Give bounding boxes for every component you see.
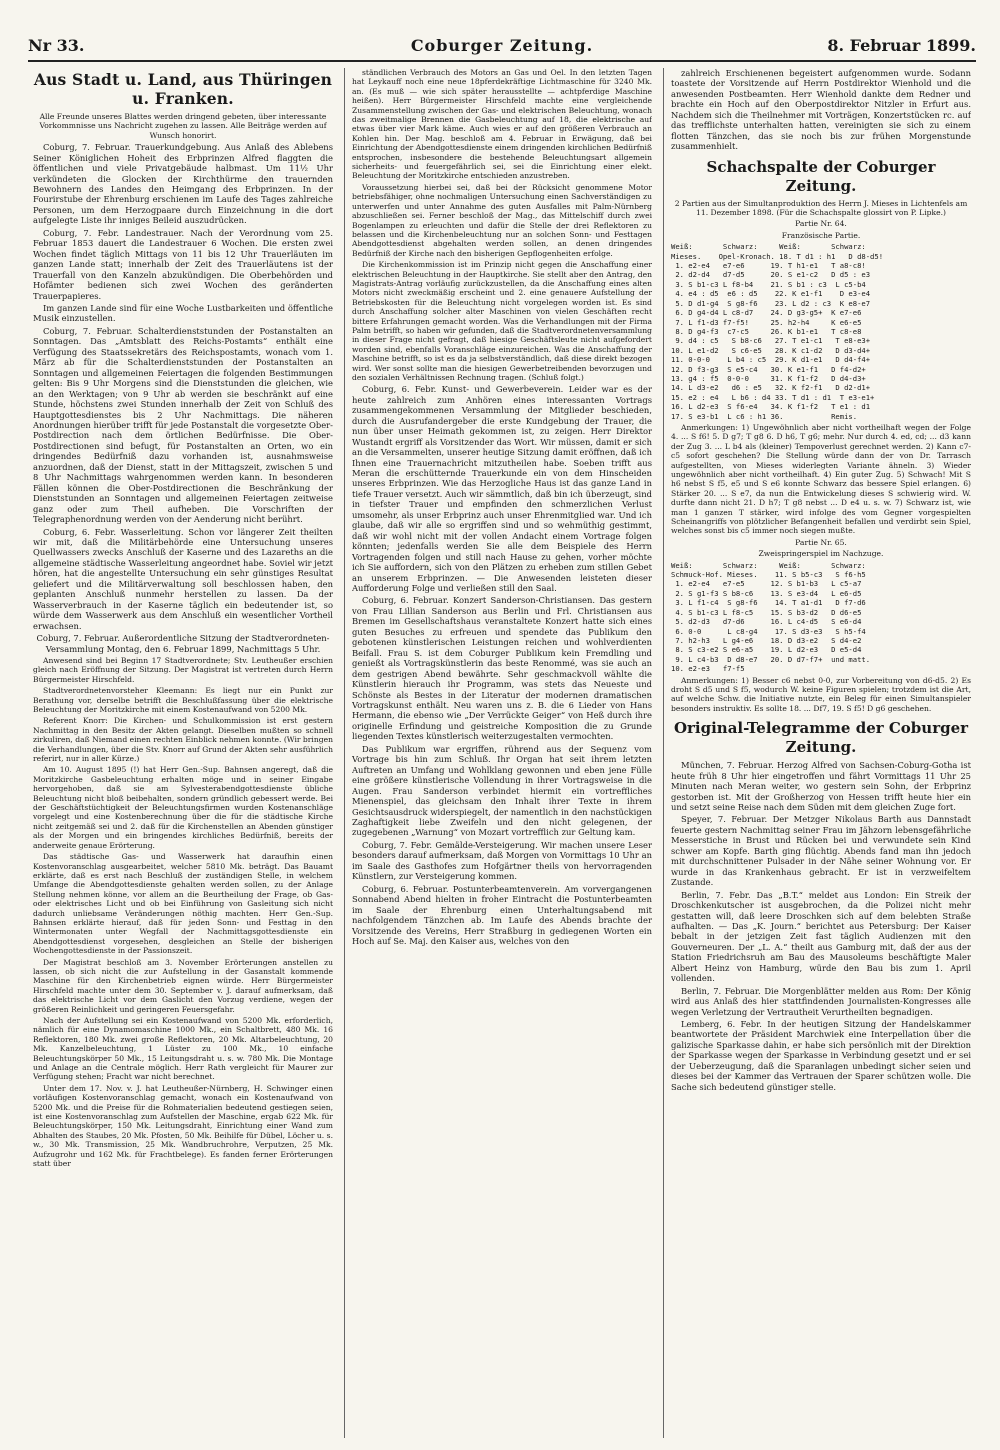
chess-annotations: Anmerkungen: 1) Ungewöhnlich aber nicht vortheilhaft wegen der Folge 4. ... S f6! 5. D g7; T g8 6. D h6, T g6; mehr. Nur durch 4. ed, cd; ... d3 kann der Zug 3. ... L b4 als (kleiner) Tempoverlust gerechnet werden. 2) Kann c7-c5 sofort geschehen? Die Stellung würde dann der von Dr. Tarrasch aufgestellten, von Mieses widerlegten Variante ähneln. 3) Wieder ungewöhnlich aber nicht vortheilhaft. 4) Ein guter Zug. 5) Schwach! Mit S h6 nebst S f5, e5 und S e6 konnte Schwarz das bessere Spiel erlangen. 6) Stärker 20. ... S e7, da nun die Entwickelung dieses S schwierig wird. W. durfte dann nicht 21. D h7; T g8 nebst ... D e4 u. s. w. 7) Schwarz ist, wie man 1 ganzen T stärker, wird infolge des vom Gegner vorgespielten Scheinangriffs von plötzlicher Befangenheit befallen und verdirbt sein Spiel, welches sonst bis c5 immer noch siegen mußte.	[671, 422, 971, 536]
issue-date: 8. Februar 1899.	[827, 36, 976, 55]
article-paragraph: Das Publikum war ergriffen, rührend aus der Sequenz vom Vortrage bis hin zum Schluß. Ihr Organ hat seit ihrem letzten Auftreten an Umfang und Wohlklang gewonnen und eben jene Fülle eine größere künstlerische Vollendung in ihrer Vortragsweise in die Augen. Frau Sanderson verbindet hiermit ein vortreffliches Mienenspiel, das gleichsam den Inhalt ihrer Texte in ihrem Gesichtsausdruck widerspiegelt, der namentlich in den nachstückigen Zaghaftigkeit liebe Zweifeln und den nicht gelegenen, der zugegebenen „Warnung“ von Mozart vortrefflich zur Geltung kam.	[352, 743, 652, 838]
masthead-rule	[28, 60, 976, 62]
chess-column-heading: Schachspalte der Coburger Zeitung.	[706, 157, 936, 195]
chess-moves-table: Weiß: Schwarz: Weiß: Schwarz: Schmuck-Hof. Mieses. 11. S b5-c3 S f6-h5 1. e2-e4 e7-e5 12. S b1-b3 L c5-a7 2. S g1-f3 S b8-c6 13. S e3-d4 L e6-d5 3. L f1-c4 S g8-f6 14. T a1-d1 D f7-d6 4. S b1-c3 L f8-c5 15. S b3-d2 D d6-e5 5. d2-d3 d7-d6 16. L c4-d5 S e6-d4 6. 0-0 L c8-g4 17. S d3-e3 S h5-f4 7. h2-h3 L g4-e6 18. D d3-e2 S d4-e2 8. S c3-e2 S e6-a5 19. L d2-e3 D e5-d4 9. L c4-b3 D d8-e7 20. D d7-f7+ und matt. 10. e2-e3 f7-f5	[671, 560, 871, 674]
article-paragraph: Coburg, 6. Februar. Postunterbeamtenverein. Am vorvergangenen Sonnabend Abend hielten in froher Eintracht die Postunterbeamten im Saale der Ehrenburg einen Unterhaltungsabend mit nachfolgendem Tänzchen ab. Im Laufe des Abends brachte der Vorsitzende des Vereins, Herr Straßburg in gediegenen Worten ein Hoch auf Se. Maj. den Kaiser aus, welches von den	[352, 883, 652, 946]
article-paragraph: Referent Knorr: Die Kirchen- und Schulkommission ist erst gestern Nachmittag in den Besitz der Akten gelangt. Dieselben mußten so schnell zirkuliren, daß Niemand einen rechten Einblick nehmen konnte. (Wir bringen die Verhandlungen, über die Stv. Knorr auf Grund der Akten sehr ausführlich referirt, nur in aller Kürze.)	[33, 716, 333, 764]
column-2	[352, 68, 652, 1438]
chess-moves-table: Weiß: Schwarz: Weiß: Schwarz: Mieses. Opel-Kronach. 18. T d1 : h1 D d8-d5! 1. e2-e4 e7-e6 19. T h1-e1 T a8-c8! 2. d2-d4 d7-d5 20. S e1-c2 D d5 : e3 3. S b1-c3 L f8-b4 21. S b1 : c3 L c5-b4 4. e4 : d5 e6 : d5 22. K e1-f1 D e3-e4 5. D d1-g4 S g8-f6 23. L d2 : c3 K e8-e7 6. D g4-d4 L c8-d7 24. D g3-g5+ K e7-e6 7. L f1-d3 f7-f5! 25. h2-h4 K e6-e5 8. D g4-f3 c7-c5 26. K b1-e1 T c8-e8 9. d4 : c5 S b8-c6 27. T e1-c1 T e8-e3+ 10. L e1-d2 S c6-e5 28. K c1-d2 D d3-d4+ 11. 0-0-0 L b4 : c5 29. K d1-e1 D d4-f4+ 12. D f3-g3 S e5-c4 30. K e1-f1 D f4-d2+ 13. g4 : f5 0-0-0 31. K f1-f2 D d4-d3+ 14. L d3-e2 d6 : e5 32. K f2-f1 D d2-d1+ 15. e2 : e4 L b6 : d4 33. T d1 : d1 T e3-e1+ 16. L d2-e3 S f6-e4 34. K f1-f2 T e1 : d1 17. S e3-b1 L c6 : h1 36. Remis.	[671, 242, 884, 421]
article-paragraph: zahlreich Erschienenen begeistert aufgenommen wurde. Sodann toastete der Vorsitzende auf Herrn Postdirektor Wienhold und die anwesenden Postbeamten. Herr Wienhold dankte dem Redner und brachte ein Hoch auf den Oberpostdirektor Nitzler in Erfurt aus. Nachdem sich die Theilnehmer mit Vorträgen, Konzertstücken rc. auf das trefflichste unterhalten hatten, vereinigten sie sich zu einem flotten Tänzchen, das sie noch bis zur frühen Morgenstunde zusammenhielt.	[671, 68, 971, 152]
article-paragraph: Das städtische Gas- und Wasserwerk hat daraufhin einen Kostenvoranschlag ausgearbeitet, welcher 5810 Mk. beträgt. Das Bauamt erklärte, daß es erst nach Beschluß der zuständigen Stelle, in welchem Umfange die Abendgottesdienste gehalten werden sollen, zu der Anlage Stellung nehmen könne, vor allem an die Beurtheilung der Frage, ob Gas- oder elektrisches Licht und ob bei Einführung von Gasleitung sich nicht dadurch unliebsame Veränderungen nöthig machten. Herr Gen.-Sup. Bahnsen erklärte hierauf, daß für jeden Sonn- und Festtag in den Wintermonaten unter Wegfall der Nachmittagsgottesdienste ein Abendgottesdienst vorgesehen, desgleichen an Stelle der bisherigen Wochengottesdienste in der Passionszeit.	[33, 852, 333, 956]
telegram-heading: Original-Telegramme der Coburger Zeitung.	[673, 719, 969, 757]
issue-number: Nr 33.	[28, 36, 85, 55]
column-3	[671, 68, 971, 1438]
article-paragraph: Coburg, 6. Februar. Konzert Sanderson-Christiansen. Das gestern von Frau Lillian Sanderson aus Berlin und Frl. Christiansen aus Bremen im Gesellschaftshaus veranstaltete Konzert hatte sich eines guten Besuches zu erfreuen und spendete das Publikum den gebotenen künstlerischen Leistungen reichen und wohlverdienten Beifall. Frau S. ist dem Coburger Publikum kein Fremdling und genießt als Vortragskünstlerin das beste Renommé, was sie auch an dem gestrigen Abend bewährte. Sehr geschmackvoll wählte die Künstlerin hierauch ihr Programm, was stets das Neueste und Schönste als Bestes in der Literatur der modernen dramatischen Vortragskunst enthält. Neu waren uns z. B. die 6 Lieder von Hans Hermann, die ebenso wie „Der Verrückte Geiger“ von Heß durch ihre originelle Erfindung und geistreiche Komposition die zu Grunde liegenden Textes künstlerisch weiterzugestalten vermochten.	[352, 595, 652, 742]
article-paragraph: ständlichen Verbrauch des Motors an Gas und Oel. In den letzten Tagen hat Leykauff noch eine neue 18pferdekräftige Lichtmaschine für 3240 Mk. an. (Es muß — wie sich später herausstellte — achtpferdige Maschine heißen). Herr Bürgermeister Hirschfeld machte eine vergleichende Zusammenstellung zwischen der Gas- und elektrischen Beleuchtung, wonach das zweitmalige Brennen die Gasbeleuchtung auf 18, die elektrische auf etwas über vier Mark käme. Auch wies er auf den größeren Verbrauch an Kohlen hin. Der Mag. beschloß am 4. Februar in Erwägung, daß bei Einrichtung der Abendgottesdienste einem dringenden kirchlichen Bedürfniß entsprochen, insbesondere die bestehende Beleuchtungsart allgemein sicherheits- und feuergefährlich sei, sei die Einrichtung einer elekt. Beleuchtung der Moritzkirche entschieden anzustreben.	[352, 68, 652, 181]
article-paragraph: Coburg, 6. Febr. Kunst- und Gewerbeverein. Leider war es der heute zahlreich zum Anhören eines interessanten Vortrags zusammengekommenen Versammlung der Mitglieder beschieden, durch die Ausrufandergeber die erste Kundgebung der Trauer, die nun über unser Heimath gekommen ist, zu zeigen. Herr Direktor Wustandt ergriff als Vorsitzender das Wort. Wir müssen, damit er sich an die Versammelten, unserer heutige Sitzung damit eröffnen, daß ich Ihnen eine Trauernachricht mitzutheilen habe. Soeben trifft aus Meran die erschütternde Trauerkunde ein von dem Hinscheiden unseres Erbprinzen. Wie das Herzogliche Haus ist das ganze Land in tiefe Trauer versetzt. Auch wir sämmtlich, daß bin ich überzeugt, sind in tiefster Trauer und empfinden den schmerzlichen Verlust umsomehr, als unser Erbprinz auch unser Ehrenmitglied war. Und ich glaube, daß wir alle so ergriffen sind und so wehmüthig gestimmt, daß wir wohl nicht mit der vollen Andacht einem Vortrage folgen könnten; jedenfalls werden Sie alle dem Beispiele des Herrn Vortragenden folgen und still nach Hause zu gehen, vorher möchte ich Sie auffordern, sich von den Plätzen zu erheben zum stillen Gebet an unserem Erbprinzen. — Die Anwesenden leisteten dieser Aufforderung Folge und verließen still den Saal.	[352, 384, 652, 594]
article-paragraph: Coburg, 7. Februar. Schalterdienststunden der Postanstalten an Sonntagen. Das „Amtsblatt des Reichs-Postamts“ enthält eine Verfügung des Staatssekretärs des Reichspostamts, wonach vom 1. März ab für die Schalterdienststunden der Postanstalten an Sonntagen und allgemeinen Feiertagen die folgenden Bestimmungen gelten: Bis 9 Uhr Morgens sind die Dienststunden die gleichen, wie an den Werktagen; von 9 Uhr ab werden sie beschränkt auf eine Stunde, höchstens zwei Stunden innerhalb der Zeit von Schluß des Hauptgottesdienstes bis 2 Uhr Nachmittags. Die näheren Anordnungen hierüber trifft für jede Postanstalt die vorgesetzte Ober-Postdirection nach dem örtlichen Bedürfnisse. Die Ober-Postdirectionen sind befugt, für Postanstalten an Orten, wo ein dringendes Bedürfniß dazu vorhanden ist, ausnahmsweise anzuordnen, daß der Dienst, statt in der Mittagszeit, zwischen 5 und 8 Uhr Nachmittags wahrgenommen werden kann. In besonderen Fällen können die Ober-Postdirectionen die Beschränkung der Dienststunden an Sonntagen und allgemeinen Feiertagen zeitweise ganz oder zum Theil aufheben. Die Vorschriften der Telegraphenordnung werden von der Aenderung nicht berührt.	[33, 325, 333, 525]
article-paragraph: Stadtverordnetenvorsteher Kleemann: Es liegt nur ein Punkt zur Berathung vor, derselbe betrifft die Beschlußfassung über die elektrische Beleuchtung der Moritzkirche mit einem Kostenaufwand von 5200 Mk.	[33, 686, 333, 714]
editorial-note: Alle Freunde unseres Blattes werden dringend gebeten, über interessante Vorkommnisse uns Nachricht zugehen zu lassen. Alle Beiträge werden auf Wunsch honorirt.	[39, 112, 327, 140]
game-title: Partie Nr. 64.	[795, 219, 847, 229]
telegram-item: Berlin, 7. Febr. Das „B.T.“ meldet aus London: Ein Streik der Droschkenkutscher ist ausgebrochen, da die Polizei nicht mehr gestatten will, daß leere Droschken sich auf dem belebten Straße aufhalten. — Das „K. Journ.“ berichtet aus Petersburg: Der Kaiser bebalt in der jetzigen Zeit fast täglich Audienzen mit den Gouverneuren. Der „L. A.“ theilt aus Gamburg mit, daß der aus der Station Friedrichsruh am Bau des Mausoleums beschäftigte Maler Albert Heinz von Hamburg, würde den Bau bis zum 1. April vollenden.	[671, 889, 971, 984]
game-opening: Französische Partie.	[781, 230, 861, 240]
article-paragraph: Anwesend sind bei Beginn 17 Stadtverordnete; Stv. Leutheußer erschien gleich nach Eröffnung der Sitzung. Der Magistrat ist vertreten durch Herrn Bürgermeister Hirschfeld.	[33, 655, 333, 684]
chess-intro: 2 Partien aus der Simultanproduktion des Herrn J. Mieses in Lichtenfels am 11. Dezember 1898. (Für die Schachspalte glossirt von P. Lipke.)	[674, 198, 968, 218]
game-title: Partie Nr. 65.	[795, 537, 847, 547]
article-paragraph: Am 10. August 1895 (!) hat Herr Gen.-Sup. Bahnsen angeregt, daß die Moritzkirche Gasbeleuchtung erhalten möge und in seiner Eingabe hervorgehoben, daß sie am Sylvesterabendgottesdienste übliche Beleuchtung nicht bloß beibehalten, sondern gründlich gebessert werde. Bei der Geschäftstüchtigkeit der Beleuchtungsfirmen wurden Kostenanschläge vorgelegt und eine Kostenberechnung über die für die städtische Kirche nicht zeitgemäß sei und 2. daß für die Kirchenstellen an Abenden günstiger als der Morgen und ein bringendes kirchliches Bedürfniß, bereits der anderweite genaue Erörterung.	[33, 765, 333, 850]
article-paragraph: Coburg, 7. Februar. Außerordentliche Sitzung der Stadtverordneten-Versammlung Montag, den 6. Februar 1899, Nachmittags 5 Uhr.	[36, 633, 330, 654]
article-paragraph: Der Magistrat beschloß am 3. November Erörterungen anstellen zu lassen, ob sich nicht die zur Aufstellung in der Gasanstalt kommende Maschine für den Kirchenbetrieb eignen würde. Herr Bürgermeister Hirschfeld machte unter dem 30. September v. J. darauf aufmerksam, daß das elektrische Licht vor dem Gaslicht den Vorzug verdiene, wegen der größeren Reinlichkeit und geringeren Feuersgefahr.	[33, 957, 333, 1014]
column-divider	[344, 68, 345, 1438]
chess-annotations: Anmerkungen: 1) Besser c6 nebst 0-0, zur Vorbereitung von d6-d5. 2) Es droht S d5 und S f5, wodurch W. keine Figuren spielen; trotzdem ist die Art, auf welche Schw. die Initiative nutzte, ein Beleg für einen Simultanspieler besonders instruktiv. Es sollte 18. ... Df7, 19. S f5! D g6 geschehen.	[671, 675, 971, 713]
article-paragraph: Coburg, 7. Februar. Trauerkundgebung. Aus Anlaß des Ablebens Seiner Königlichen Hoheit des Erbprinzen Alfred flaggten die öffentlichen und viele Privatgebäude halbmast. Um 11½ Uhr verkündeten die Glocken der Kirchthürme den trauernden Bewohnern des Landes den Heimgang des Erbprinzen. In der Fourirstube der Ehrenburg erschienen im Laufe des Tages zahlreiche Personen, um dem Herzogpaare durch Einzeichnung in die dort aufgelegte Liste ihr inniges Beileid auszudrücken.	[33, 142, 333, 226]
column-1	[33, 68, 333, 1438]
telegram-item: Berlin, 7. Februar. Die Morgenblätter melden aus Rom: Der König wird aus Anlaß des hier stattfindenden Journalisten-Kongresses alle wegen Verletzung der Vertrautheit Verurtheilten begnadigen.	[671, 985, 971, 1017]
section-heading: Aus Stadt u. Land, aus Thüringen u. Franken.	[33, 70, 333, 108]
article-paragraph: Unter dem 17. Nov. v. J. hat Leutheußer-Nürnberg, H. Schwinger einen vorläufigen Kostenvoranschlag gemacht, wonach ein Kostenaufwand von 5200 Mk. und die Preise für die Rohmaterialien bedeutend gestiegen seien, ist eine Kostenvoranschlag zum Aufstellen der Maschine, ergab 622 Mk. für Beleuchtungskörper, 150 Mk. Leitungsdraht, Einrichtung einer Wand zum Abhalten des Staubes, 20 Mk. Pfosten, 50 Mk. Beihilfe für Dübel, Löcher u. s. w., 30 Mk. Transmission, 25 Mk. Wandbruchrohre, Verputzen, 25 Mk. Aufzugrohr und 162 Mk. für Frachtbelege). Es fanden ferner Erörterungen statt über	[33, 1083, 333, 1169]
column-divider	[663, 68, 664, 1438]
telegram-item: Lemberg, 6. Febr. In der heutigen Sitzung der Handelskammer beantwortete der Präsident Marchwiek eine Interpellation über die galizische Sparkasse dahin, er habe sich persönlich mit der Direktion der Sparkasse wegen der Sparkasse in Verbindung gesetzt und er sei der Ueberzeugung, daß die Sparanlagen unbedingt sicher seien und dieses bei der Kammer das Vertrauen der Sparer schützen wolle. Die Sache sich bedeutend günstiger stelle.	[671, 1019, 971, 1092]
article-paragraph: Coburg, 6. Febr. Wasserleitung. Schon vor längerer Zeit theilten wir mit, daß die Militärbehörde eine Untersuchung unseres Quellwassers zwecks Anschluß der Kaserne und des Lazareths an die allgemeine städtische Wasserleitung angeordnet habe. Soviel wir jetzt hören, hat die angestellte Untersuchung ein sehr günstiges Resultat geliefert und die Militärverwaltung soll beschlossen haben, den geplanten Anschluß nunmehr herstellen zu lassen. Da der Wasserverbrauch in der Kaserne täglich ein bedeutender ist, so würde dem Wasserwerk aus dem Anschluß ein wesentlicher Vortheil erwachsen.	[33, 526, 333, 631]
newspaper-title: Coburger Zeitung.	[410, 36, 594, 55]
article-paragraph: Nach der Aufstellung sei ein Kostenaufwand von 5200 Mk. erforderlich, nämlich für eine Dynamomaschine 1000 Mk., ein Schaltbrett, 480 Mk. 16 Reflektoren, 180 Mk. zwei große Reflektoren, 20 Mk. Altarbeleuchtung, 20 Mk. Kanzelbeleuchtung, 1 Lüster zu 100 Mk., 10 einfache Beleuchtungskörper 50 Mk., 15 Leitungsdraht u. s. w. 780 Mk. Die Montage und Anlage an die Centrale möglich. Herr Rath vergleicht für Maurer zur Verfügung stehen; Fracht war nicht berechnet.	[33, 1016, 333, 1082]
game-opening: Zweispringerspiel im Nachzuge.	[758, 549, 884, 559]
article-paragraph: Die Kirchenkommission ist im Prinzip nicht gegen die Anschaffung einer elektrischen Beleuchtung in der Hauptkirche. Sie stellt aber den Antrag, den Magistrats-Antrag vorläufig zurückzustellen, da die Anschaffung eines alten Motors nicht zweckmäßig erscheint und 2. eine genauere Aufstellung der Betriebskosten für die Beleuchtung nicht vorgelegen worden ist. Es sind durch Anschaffung solcher alter Maschinen von vielen Geschäften recht bittere Erfahrungen gemacht worden. Was die Verhandlungen mit der Firma Palm betrifft, so haben wir gefunden, daß die Stadtverordnetenversammlung in dieser Frage nicht gefragt, daß hiesige Geschäftsleute nicht aufgefordert worden sind, ebenfalls Voranschläge einzureichen. Was die Anschaffung der Maschine betrifft, so ist es da ja selbstverständlich, daß diese direkt bezogen wird. Wer sonst sollte man die hiesigen Gewerbetreibenden bevorzugen und den sozialen Verhältnissen Rechnung tragen. (Schluß folgt.)	[352, 260, 652, 382]
article-paragraph: Voraussetzung hierbei sei, daß bei der Rücksicht genommene Motor betriebsfähiger, ohne nochmaligen Untersuchung einen Sachverständigen zu unterwerfen und unter Annahme des guten Ausfalles mit Palm-Nürnberg abzuschließen sei. Ferner beschloß der Mag., das Mittelschiff durch zwei Bogenlampen zu erleuchten und dafür die Stelle der drei Reflektoren zu belassen und die Kirchenbeleuchtung nur an solchen Sonn- und Festtagen Abendgottesdienst abgehalten werden sollen, an denen dringendes Bedürfniß der Kirche nach den bisherigen Gepflogenheiten erfolge.	[352, 182, 652, 258]
article-paragraph: Coburg, 7. Febr. Landestrauer. Nach der Verordnung vom 25. Februar 1853 dauert die Landestrauer 6 Wochen. Die ersten zwei Wochen findet täglich Mittags von 11 bis 12 Uhr Trauerläuten im ganzen Lande statt; innerhalb der Zeit des Trauerläutens ist der Trauerfall von den Kanzeln abzukündigen. Die Oberbehörden und Hofämter bedienen sich zwei Wochen des geränderten Trauerpapieres.	[33, 227, 333, 301]
telegram-item: München, 7. Februar. Herzog Alfred von Sachsen-Coburg-Gotha ist heute früh 8 Uhr hier eingetroffen und fährt Vormittags 11 Uhr 25 Minuten nach Meran weiter, wo gestern sein Sohn, der Erbprinz gestorben ist. Mit der Großherzog von Hessen trifft heute hier ein und setzt seine Reise nach dem Süden mit dem gleichen Zuge fort.	[671, 760, 971, 812]
article-paragraph: Coburg, 7. Febr. Gemälde-Versteigerung. Wir machen unsere Leser besonders darauf aufmerksam, daß Morgen von Vormittags 10 Uhr an im Saale des Gasthofes zum Hofgärtner theils von hervorragenden Künstlern, zur Versteigerung kommen.	[352, 839, 652, 882]
article-paragraph: Im ganzen Lande sind für eine Woche Lustbarkeiten und öffentliche Musik einzustellen.	[33, 303, 333, 324]
telegram-item: Speyer, 7. Februar. Der Metzger Nikolaus Barth aus Dannstadt feuerte gestern Nachmittag seiner Frau im Jähzorn lebensgefährliche Messerstiche in Brust und Rücken bei und verwundete sein Kind schwer am Kopfe. Barth ging flüchtig. Abends fand man ihn jedoch mit durchschnittener Pulsader in der Nähe seiner Wohnung vor. Er wurde in das Krankenhaus gebracht. Er ist in verzweifeltem Zustande.	[671, 814, 971, 888]
